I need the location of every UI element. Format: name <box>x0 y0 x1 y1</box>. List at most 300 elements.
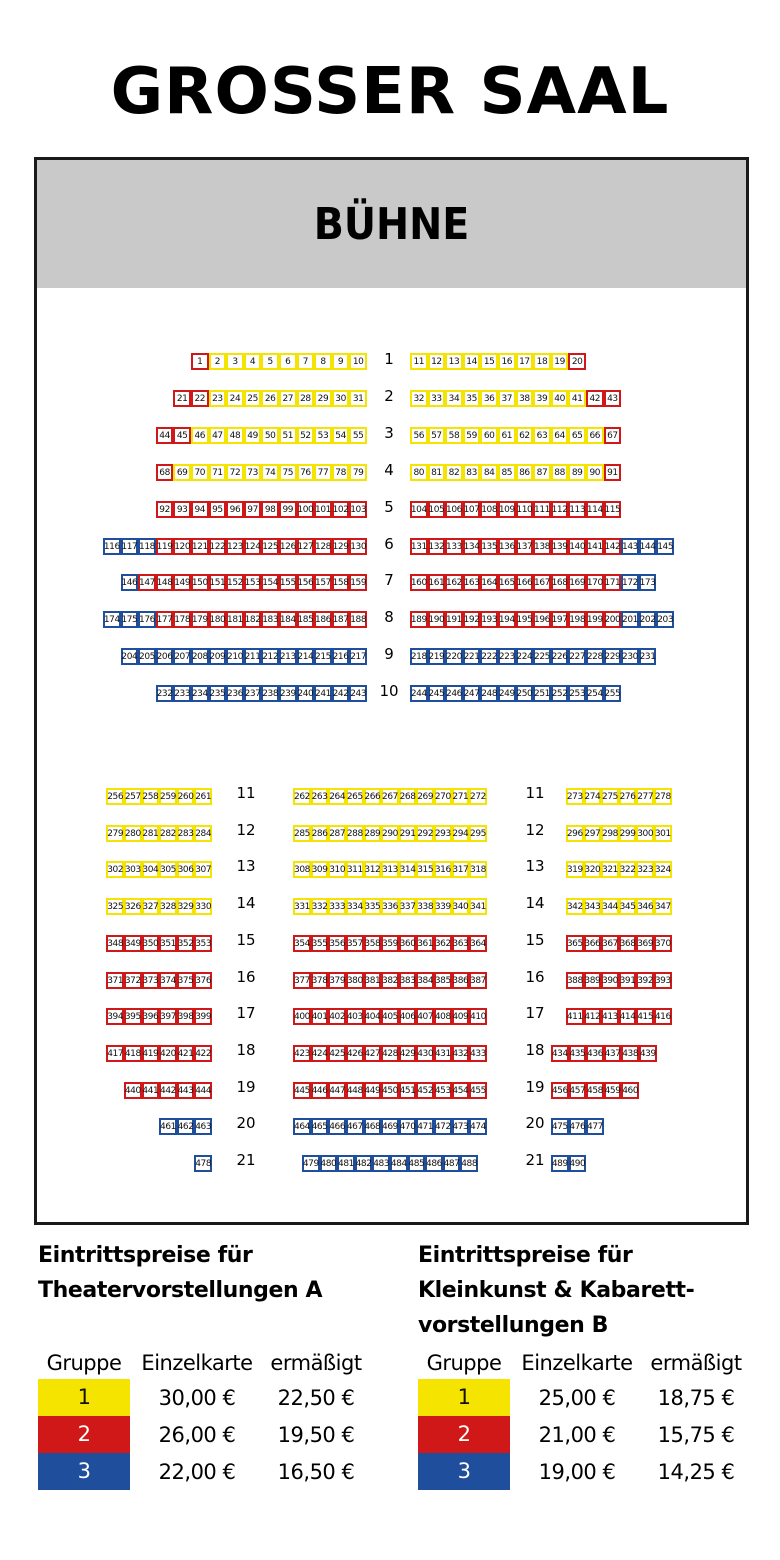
seat[interactable]: 364 <box>469 935 487 952</box>
seat[interactable]: 166 <box>516 574 534 591</box>
seat[interactable]: 425 <box>328 1045 346 1062</box>
seat[interactable]: 4 <box>244 353 262 370</box>
seat[interactable]: 483 <box>372 1155 390 1172</box>
seat[interactable]: 229 <box>604 648 622 665</box>
seat[interactable]: 334 <box>346 898 364 915</box>
seat[interactable]: 102 <box>332 501 350 518</box>
seat[interactable]: 7 <box>297 353 315 370</box>
seat[interactable]: 80 <box>410 464 428 481</box>
seat[interactable]: 253 <box>568 685 586 702</box>
seat[interactable]: 144 <box>639 538 657 555</box>
seat[interactable]: 225 <box>533 648 551 665</box>
seat[interactable]: 477 <box>586 1118 604 1135</box>
seat[interactable]: 359 <box>381 935 399 952</box>
seat[interactable]: 28 <box>297 390 315 407</box>
seat[interactable]: 342 <box>566 898 584 915</box>
seat[interactable]: 215 <box>314 648 332 665</box>
seat[interactable]: 283 <box>177 825 195 842</box>
seat[interactable]: 421 <box>177 1045 195 1062</box>
seat[interactable]: 54 <box>332 427 350 444</box>
seat[interactable]: 374 <box>159 972 177 989</box>
seat[interactable]: 99 <box>279 501 297 518</box>
seat[interactable]: 339 <box>434 898 452 915</box>
seat[interactable]: 460 <box>621 1082 639 1099</box>
seat[interactable]: 325 <box>106 898 124 915</box>
seat[interactable]: 372 <box>124 972 142 989</box>
seat[interactable]: 480 <box>320 1155 338 1172</box>
seat[interactable]: 317 <box>452 861 470 878</box>
seat[interactable]: 131 <box>410 538 428 555</box>
seat[interactable]: 398 <box>177 1008 195 1025</box>
seat[interactable]: 338 <box>416 898 434 915</box>
seat[interactable]: 216 <box>332 648 350 665</box>
seat[interactable]: 120 <box>173 538 191 555</box>
seat[interactable]: 471 <box>416 1118 434 1135</box>
seat[interactable]: 444 <box>194 1082 212 1099</box>
seat[interactable]: 20 <box>568 353 586 370</box>
seat[interactable]: 346 <box>636 898 654 915</box>
seat[interactable]: 22 <box>191 390 209 407</box>
seat[interactable]: 89 <box>568 464 586 481</box>
seat[interactable]: 173 <box>639 574 657 591</box>
seat[interactable]: 68 <box>156 464 174 481</box>
seat[interactable]: 10 <box>349 353 367 370</box>
seat[interactable]: 276 <box>619 788 637 805</box>
seat[interactable]: 457 <box>569 1082 587 1099</box>
seat[interactable]: 50 <box>261 427 279 444</box>
seat[interactable]: 352 <box>177 935 195 952</box>
seat[interactable]: 272 <box>469 788 487 805</box>
seat[interactable]: 319 <box>566 861 584 878</box>
seat[interactable]: 350 <box>142 935 160 952</box>
seat[interactable]: 199 <box>586 611 604 628</box>
seat[interactable]: 134 <box>463 538 481 555</box>
seat[interactable]: 375 <box>177 972 195 989</box>
seat[interactable]: 313 <box>381 861 399 878</box>
seat[interactable]: 242 <box>332 685 350 702</box>
seat[interactable]: 455 <box>469 1082 487 1099</box>
seat[interactable]: 411 <box>566 1008 584 1025</box>
seat[interactable]: 160 <box>410 574 428 591</box>
seat[interactable]: 42 <box>586 390 604 407</box>
seat[interactable]: 76 <box>297 464 315 481</box>
seat[interactable]: 394 <box>106 1008 124 1025</box>
seat[interactable]: 21 <box>173 390 191 407</box>
seat[interactable]: 185 <box>297 611 315 628</box>
seat[interactable]: 27 <box>279 390 297 407</box>
seat[interactable]: 112 <box>551 501 569 518</box>
seat[interactable]: 288 <box>346 825 364 842</box>
seat[interactable]: 128 <box>314 538 332 555</box>
seat[interactable]: 147 <box>138 574 156 591</box>
seat[interactable]: 473 <box>452 1118 470 1135</box>
seat[interactable]: 440 <box>124 1082 142 1099</box>
seat[interactable]: 241 <box>314 685 332 702</box>
seat[interactable]: 129 <box>332 538 350 555</box>
seat[interactable]: 251 <box>533 685 551 702</box>
seat[interactable]: 38 <box>516 390 534 407</box>
seat[interactable]: 171 <box>604 574 622 591</box>
seat[interactable]: 369 <box>636 935 654 952</box>
seat[interactable]: 71 <box>209 464 227 481</box>
seat[interactable]: 49 <box>244 427 262 444</box>
seat[interactable]: 29 <box>314 390 332 407</box>
seat[interactable]: 37 <box>498 390 516 407</box>
seat[interactable]: 306 <box>177 861 195 878</box>
seat[interactable]: 247 <box>463 685 481 702</box>
seat[interactable]: 427 <box>364 1045 382 1062</box>
seat[interactable]: 295 <box>469 825 487 842</box>
seat[interactable]: 67 <box>604 427 622 444</box>
seat[interactable]: 479 <box>302 1155 320 1172</box>
seat[interactable]: 70 <box>191 464 209 481</box>
seat[interactable]: 207 <box>173 648 191 665</box>
seat[interactable]: 223 <box>498 648 516 665</box>
seat[interactable]: 44 <box>156 427 174 444</box>
seat[interactable]: 232 <box>156 685 174 702</box>
seat[interactable]: 97 <box>244 501 262 518</box>
seat[interactable]: 434 <box>551 1045 569 1062</box>
seat[interactable]: 413 <box>601 1008 619 1025</box>
seat[interactable]: 345 <box>619 898 637 915</box>
seat[interactable]: 203 <box>656 611 674 628</box>
seat[interactable]: 65 <box>568 427 586 444</box>
seat[interactable]: 461 <box>159 1118 177 1135</box>
seat[interactable]: 376 <box>194 972 212 989</box>
seat[interactable]: 201 <box>621 611 639 628</box>
seat[interactable]: 263 <box>311 788 329 805</box>
seat[interactable]: 106 <box>445 501 463 518</box>
seat[interactable]: 208 <box>191 648 209 665</box>
seat[interactable]: 224 <box>516 648 534 665</box>
seat[interactable]: 294 <box>452 825 470 842</box>
seat[interactable]: 412 <box>584 1008 602 1025</box>
seat[interactable]: 90 <box>586 464 604 481</box>
seat[interactable]: 385 <box>434 972 452 989</box>
seat[interactable]: 249 <box>498 685 516 702</box>
seat[interactable]: 478 <box>194 1155 212 1172</box>
seat[interactable]: 284 <box>194 825 212 842</box>
seat[interactable]: 119 <box>156 538 174 555</box>
seat[interactable]: 81 <box>428 464 446 481</box>
seat[interactable]: 469 <box>381 1118 399 1135</box>
seat[interactable]: 233 <box>173 685 191 702</box>
seat[interactable]: 367 <box>601 935 619 952</box>
seat[interactable]: 103 <box>349 501 367 518</box>
seat[interactable]: 115 <box>604 501 622 518</box>
seat[interactable]: 52 <box>297 427 315 444</box>
seat[interactable]: 194 <box>498 611 516 628</box>
seat[interactable]: 206 <box>156 648 174 665</box>
seat[interactable]: 484 <box>390 1155 408 1172</box>
seat[interactable]: 12 <box>428 353 446 370</box>
seat[interactable]: 148 <box>156 574 174 591</box>
seat[interactable]: 91 <box>604 464 622 481</box>
seat[interactable]: 231 <box>639 648 657 665</box>
seat[interactable]: 274 <box>584 788 602 805</box>
seat[interactable]: 78 <box>332 464 350 481</box>
seat[interactable]: 184 <box>279 611 297 628</box>
seat[interactable]: 431 <box>434 1045 452 1062</box>
seat[interactable]: 15 <box>480 353 498 370</box>
seat[interactable]: 437 <box>604 1045 622 1062</box>
seat[interactable]: 445 <box>293 1082 311 1099</box>
seat[interactable]: 293 <box>434 825 452 842</box>
seat[interactable]: 237 <box>244 685 262 702</box>
seat[interactable]: 465 <box>311 1118 329 1135</box>
seat[interactable]: 262 <box>293 788 311 805</box>
seat[interactable]: 40 <box>551 390 569 407</box>
seat[interactable]: 401 <box>311 1008 329 1025</box>
seat[interactable]: 2 <box>209 353 227 370</box>
seat[interactable]: 333 <box>328 898 346 915</box>
seat[interactable]: 310 <box>328 861 346 878</box>
seat[interactable]: 141 <box>586 538 604 555</box>
seat[interactable]: 408 <box>434 1008 452 1025</box>
seat[interactable]: 57 <box>428 427 446 444</box>
seat[interactable]: 297 <box>584 825 602 842</box>
seat[interactable]: 252 <box>551 685 569 702</box>
seat[interactable]: 472 <box>434 1118 452 1135</box>
seat[interactable]: 101 <box>314 501 332 518</box>
seat[interactable]: 328 <box>159 898 177 915</box>
seat[interactable]: 468 <box>364 1118 382 1135</box>
seat[interactable]: 432 <box>452 1045 470 1062</box>
seat[interactable]: 403 <box>346 1008 364 1025</box>
seat[interactable]: 64 <box>551 427 569 444</box>
seat[interactable]: 428 <box>381 1045 399 1062</box>
seat[interactable]: 108 <box>480 501 498 518</box>
seat[interactable]: 438 <box>621 1045 639 1062</box>
seat[interactable]: 243 <box>349 685 367 702</box>
seat[interactable]: 84 <box>480 464 498 481</box>
seat[interactable]: 31 <box>349 390 367 407</box>
seat[interactable]: 302 <box>106 861 124 878</box>
seat[interactable]: 265 <box>346 788 364 805</box>
seat[interactable]: 153 <box>244 574 262 591</box>
seat[interactable]: 391 <box>619 972 637 989</box>
seat[interactable]: 66 <box>586 427 604 444</box>
seat[interactable]: 488 <box>460 1155 478 1172</box>
seat[interactable]: 238 <box>261 685 279 702</box>
seat[interactable]: 384 <box>416 972 434 989</box>
seat[interactable]: 383 <box>399 972 417 989</box>
seat[interactable]: 439 <box>639 1045 657 1062</box>
seat[interactable]: 82 <box>445 464 463 481</box>
seat[interactable]: 186 <box>314 611 332 628</box>
seat[interactable]: 79 <box>349 464 367 481</box>
seat[interactable]: 268 <box>399 788 417 805</box>
seat[interactable]: 404 <box>364 1008 382 1025</box>
seat[interactable]: 448 <box>346 1082 364 1099</box>
seat[interactable]: 180 <box>209 611 227 628</box>
seat[interactable]: 24 <box>226 390 244 407</box>
seat[interactable]: 357 <box>346 935 364 952</box>
seat[interactable]: 267 <box>381 788 399 805</box>
seat[interactable]: 33 <box>428 390 446 407</box>
seat[interactable]: 406 <box>399 1008 417 1025</box>
seat[interactable]: 87 <box>533 464 551 481</box>
seat[interactable]: 451 <box>399 1082 417 1099</box>
seat[interactable]: 245 <box>428 685 446 702</box>
seat[interactable]: 48 <box>226 427 244 444</box>
seat[interactable]: 151 <box>209 574 227 591</box>
seat[interactable]: 47 <box>209 427 227 444</box>
seat[interactable]: 307 <box>194 861 212 878</box>
seat[interactable]: 261 <box>194 788 212 805</box>
seat[interactable]: 53 <box>314 427 332 444</box>
seat[interactable]: 179 <box>191 611 209 628</box>
seat[interactable]: 290 <box>381 825 399 842</box>
seat[interactable]: 270 <box>434 788 452 805</box>
seat[interactable]: 156 <box>297 574 315 591</box>
seat[interactable]: 450 <box>381 1082 399 1099</box>
seat[interactable]: 34 <box>445 390 463 407</box>
seat[interactable]: 395 <box>124 1008 142 1025</box>
seat[interactable]: 169 <box>568 574 586 591</box>
seat[interactable]: 415 <box>636 1008 654 1025</box>
seat[interactable]: 23 <box>209 390 227 407</box>
seat[interactable]: 116 <box>103 538 121 555</box>
seat[interactable]: 481 <box>337 1155 355 1172</box>
seat[interactable]: 228 <box>586 648 604 665</box>
seat[interactable]: 217 <box>349 648 367 665</box>
seat[interactable]: 380 <box>346 972 364 989</box>
seat[interactable]: 400 <box>293 1008 311 1025</box>
seat[interactable]: 447 <box>328 1082 346 1099</box>
seat[interactable]: 305 <box>159 861 177 878</box>
seat[interactable]: 159 <box>349 574 367 591</box>
seat[interactable]: 155 <box>279 574 297 591</box>
seat[interactable]: 365 <box>566 935 584 952</box>
seat[interactable]: 16 <box>498 353 516 370</box>
seat[interactable]: 485 <box>408 1155 426 1172</box>
seat[interactable]: 373 <box>142 972 160 989</box>
seat[interactable]: 402 <box>328 1008 346 1025</box>
seat[interactable]: 343 <box>584 898 602 915</box>
seat[interactable]: 349 <box>124 935 142 952</box>
seat[interactable]: 61 <box>498 427 516 444</box>
seat[interactable]: 273 <box>566 788 584 805</box>
seat[interactable]: 256 <box>106 788 124 805</box>
seat[interactable]: 470 <box>399 1118 417 1135</box>
seat[interactable]: 36 <box>480 390 498 407</box>
seat[interactable]: 196 <box>533 611 551 628</box>
seat[interactable]: 240 <box>297 685 315 702</box>
seat[interactable]: 260 <box>177 788 195 805</box>
seat[interactable]: 136 <box>498 538 516 555</box>
seat[interactable]: 322 <box>619 861 637 878</box>
seat[interactable]: 382 <box>381 972 399 989</box>
seat[interactable]: 331 <box>293 898 311 915</box>
seat[interactable]: 280 <box>124 825 142 842</box>
seat[interactable]: 296 <box>566 825 584 842</box>
seat[interactable]: 46 <box>191 427 209 444</box>
seat[interactable]: 200 <box>604 611 622 628</box>
seat[interactable]: 213 <box>279 648 297 665</box>
seat[interactable]: 336 <box>381 898 399 915</box>
seat[interactable]: 354 <box>293 935 311 952</box>
seat[interactable]: 487 <box>443 1155 461 1172</box>
seat[interactable]: 436 <box>586 1045 604 1062</box>
seat[interactable]: 366 <box>584 935 602 952</box>
seat[interactable]: 291 <box>399 825 417 842</box>
seat[interactable]: 92 <box>156 501 174 518</box>
seat[interactable]: 107 <box>463 501 481 518</box>
seat[interactable]: 351 <box>159 935 177 952</box>
seat[interactable]: 93 <box>173 501 191 518</box>
seat[interactable]: 86 <box>516 464 534 481</box>
seat[interactable]: 348 <box>106 935 124 952</box>
seat[interactable]: 11 <box>410 353 428 370</box>
seat[interactable]: 405 <box>381 1008 399 1025</box>
seat[interactable]: 168 <box>551 574 569 591</box>
seat[interactable]: 133 <box>445 538 463 555</box>
seat[interactable]: 43 <box>604 390 622 407</box>
seat[interactable]: 462 <box>177 1118 195 1135</box>
seat[interactable]: 248 <box>480 685 498 702</box>
seat[interactable]: 379 <box>328 972 346 989</box>
seat[interactable]: 32 <box>410 390 428 407</box>
seat[interactable]: 30 <box>332 390 350 407</box>
seat[interactable]: 409 <box>452 1008 470 1025</box>
seat[interactable]: 125 <box>261 538 279 555</box>
seat[interactable]: 73 <box>244 464 262 481</box>
seat[interactable]: 423 <box>293 1045 311 1062</box>
seat[interactable]: 279 <box>106 825 124 842</box>
seat[interactable]: 190 <box>428 611 446 628</box>
seat[interactable]: 8 <box>314 353 332 370</box>
seat[interactable]: 474 <box>469 1118 487 1135</box>
seat[interactable]: 219 <box>428 648 446 665</box>
seat[interactable]: 341 <box>469 898 487 915</box>
seat[interactable]: 258 <box>142 788 160 805</box>
seat[interactable]: 59 <box>463 427 481 444</box>
seat[interactable]: 183 <box>261 611 279 628</box>
seat[interactable]: 182 <box>244 611 262 628</box>
seat[interactable]: 195 <box>516 611 534 628</box>
seat[interactable]: 63 <box>533 427 551 444</box>
seat[interactable]: 164 <box>480 574 498 591</box>
seat[interactable]: 77 <box>314 464 332 481</box>
seat[interactable]: 177 <box>156 611 174 628</box>
seat[interactable]: 117 <box>121 538 139 555</box>
seat[interactable]: 230 <box>621 648 639 665</box>
seat[interactable]: 337 <box>399 898 417 915</box>
seat[interactable]: 257 <box>124 788 142 805</box>
seat[interactable]: 197 <box>551 611 569 628</box>
seat[interactable]: 5 <box>261 353 279 370</box>
seat[interactable]: 162 <box>445 574 463 591</box>
seat[interactable]: 244 <box>410 685 428 702</box>
seat[interactable]: 419 <box>142 1045 160 1062</box>
seat[interactable]: 13 <box>445 353 463 370</box>
seat[interactable]: 234 <box>191 685 209 702</box>
seat[interactable]: 218 <box>410 648 428 665</box>
seat[interactable]: 72 <box>226 464 244 481</box>
seat[interactable]: 486 <box>425 1155 443 1172</box>
seat[interactable]: 314 <box>399 861 417 878</box>
seat[interactable]: 255 <box>604 685 622 702</box>
seat[interactable]: 360 <box>399 935 417 952</box>
seat[interactable]: 150 <box>191 574 209 591</box>
seat[interactable]: 264 <box>328 788 346 805</box>
seat[interactable]: 104 <box>410 501 428 518</box>
seat[interactable]: 393 <box>654 972 672 989</box>
seat[interactable]: 130 <box>349 538 367 555</box>
seat[interactable]: 202 <box>639 611 657 628</box>
seat[interactable]: 308 <box>293 861 311 878</box>
